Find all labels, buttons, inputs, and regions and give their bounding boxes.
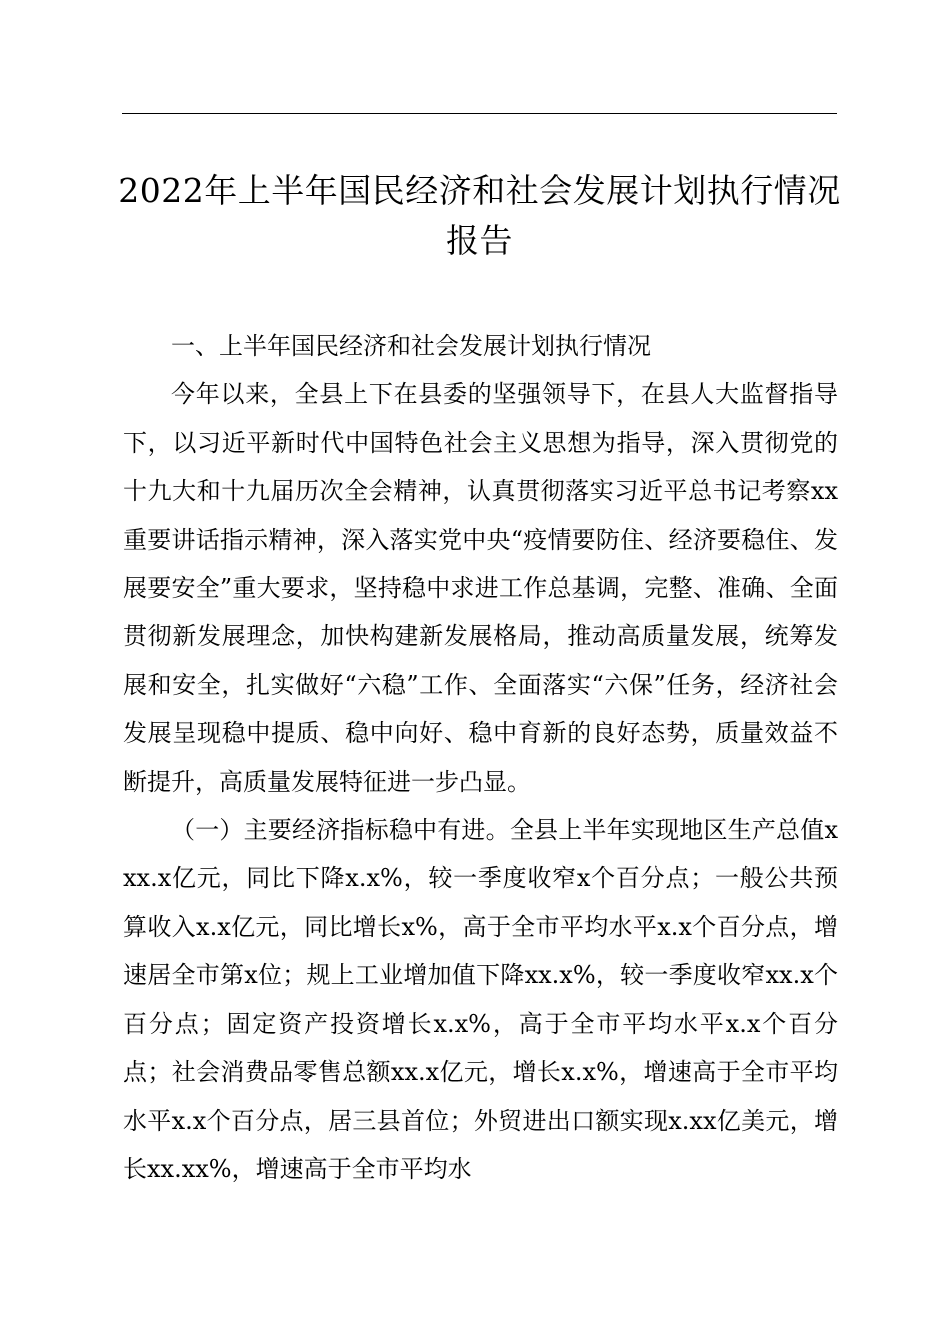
document-title: 2022年上半年国民经济和社会发展计划执行情况报告 <box>118 171 841 260</box>
header-rule <box>122 113 837 114</box>
section-heading: 一、上半年国民经济和社会发展计划执行情况 <box>171 332 651 360</box>
paragraph: （一）主要经济指标稳中有进。全县上半年实现地区生产总值xxx.x亿元，同比下降x.x%，较一季度收窄x个百分点；一般公共预算收入x.x亿元，同比增长x%，高于全市平均水平x.x个百分点，增速居全市第x位；规上工业增加值下降xx.x%，较一季度收窄xx.x个百分点；固定资产投资增长x.x%，高于全市平均水平x.x个百分点；社会消费品零售总额xx.x亿元，增长x.x%，增速高于全市平均水平x.x个百分点，居三县首位；外贸进出口额实现x.xx亿美元，增长xx.xx%，增速高于全市平均水 <box>123 816 838 1183</box>
document-body <box>123 322 838 1193</box>
paragraph: 今年以来，全县上下在县委的坚强领导下，在县人大监督指导下，以习近平新时代中国特色社会主义思想为指导，深入贯彻党的十九大和十九届历次全会精神，认真贯彻落实习近平总书记考察xx重要讲话指示精神，深入落实党中央“疫情要防住、经济要稳住、发展要安全”重大要求，坚持稳中求进工作总基调，完整、准确、全面贯彻新发展理念，加快构建新发展格局，推动高质量发展，统筹发展和安全，扎实做好“六稳”工作、全面落实“六保”任务，经济社会发展呈现稳中提质、稳中向好、稳中育新的良好态势，质量效益不断提升，高质量发展特征进一步凸显。 <box>123 380 838 796</box>
